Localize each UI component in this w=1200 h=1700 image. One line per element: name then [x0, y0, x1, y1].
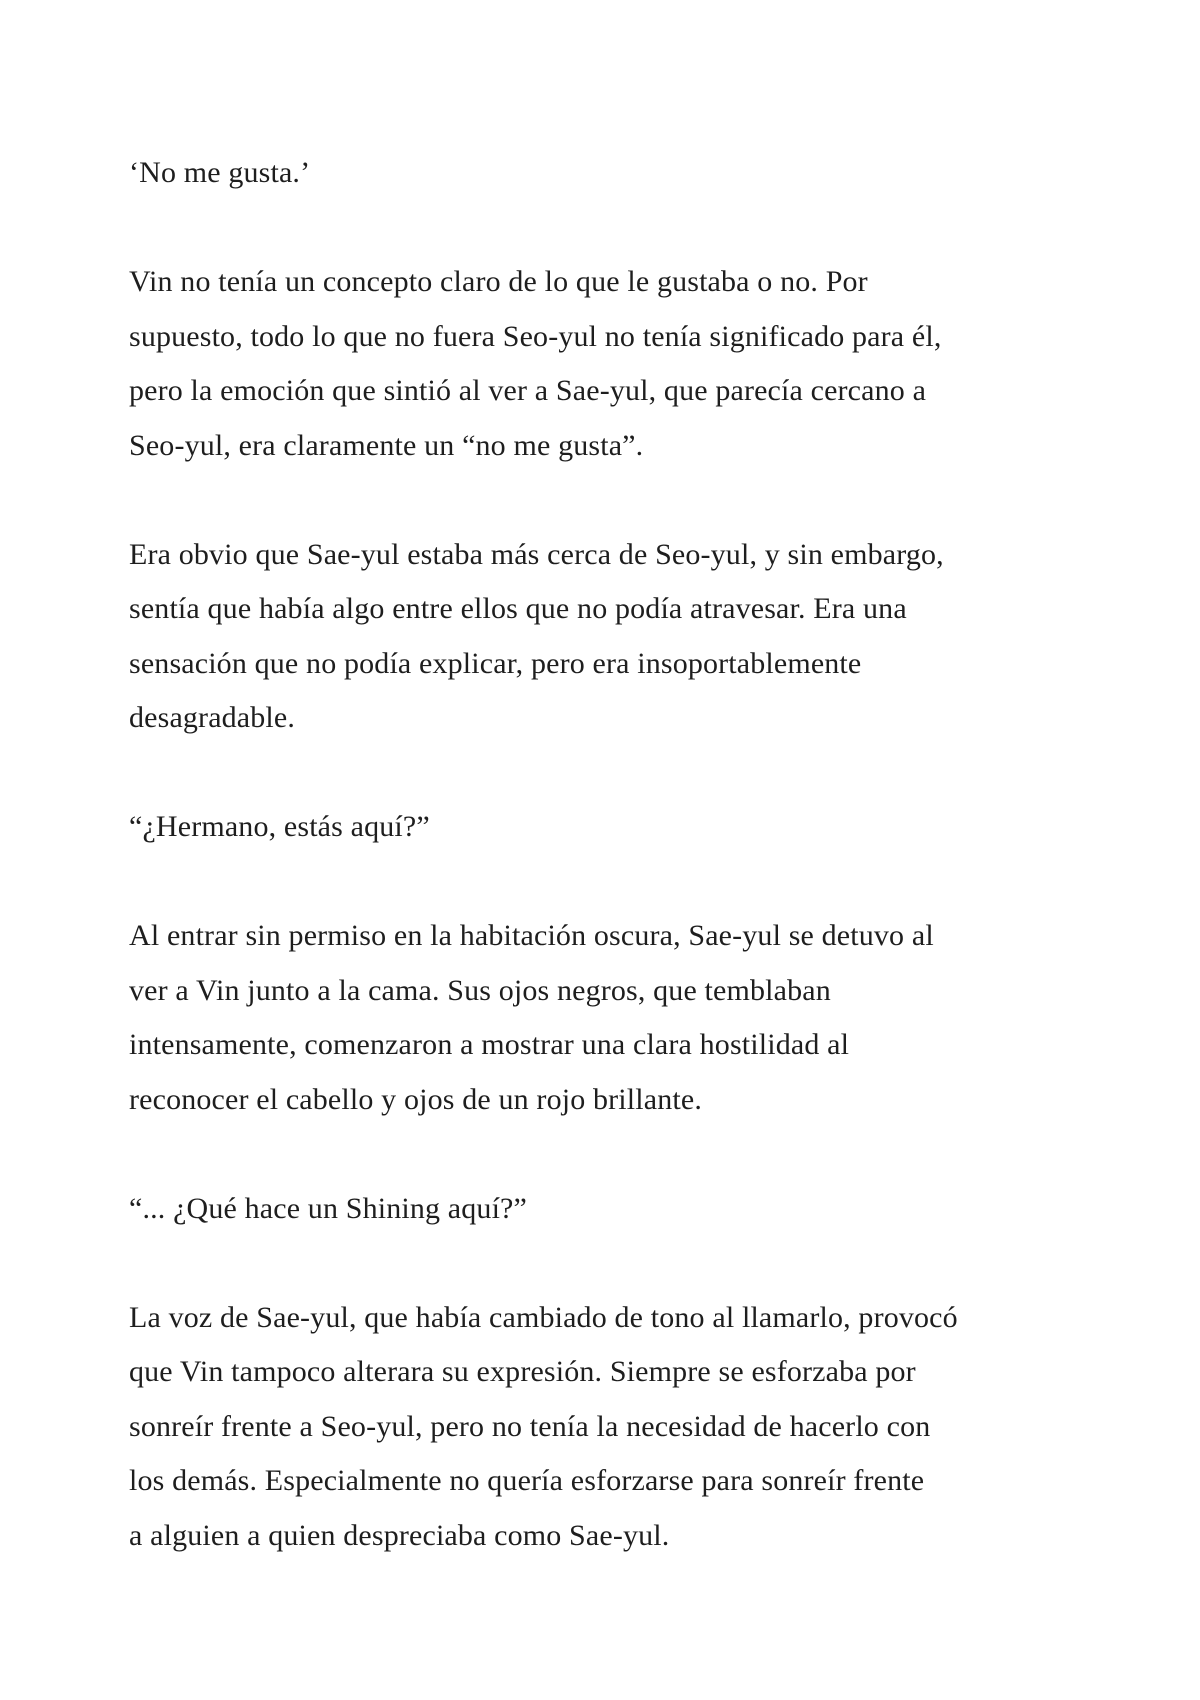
paragraph-narration: La voz de Sae-yul, que había cambiado de tono al llamarlo, provocó que Vin tampoco alterara su expresión. Siempre se esforzaba por sonreír frente a Seo-yul, pero no tenía la necesidad de hacerlo con los demás. Especialmente no quería esforzarse para sonreír frente a alguien a quien despreciaba como Sae-yul. [129, 1300, 958, 1552]
paragraph-narration: Era obvio que Sae-yul estaba más cerca de Seo-yul, y sin embargo, sentía que había algo entre ellos que no podía atravesar. Era una sensación que no podía explicar, pero era insoportablemente desagradable. [129, 537, 944, 734]
document-body [129, 146, 1089, 1563]
paragraph-dialogue: “... ¿Qué hace un Shining aquí?” [129, 1191, 527, 1225]
paragraph-thought: ‘No me gusta.’ [129, 156, 311, 189]
paragraph-narration: Vin no tenía un concepto claro de lo que le gustaba o no. Por supuesto, todo lo que no fuera Seo-yul no tenía significado para él, pero la emoción que sintió al ver a Sae-yul, que parecía cercano a Seo-yul, era claramente un “no me gusta”. [129, 265, 942, 462]
paragraph-dialogue: “¿Hermano, estás aquí?” [129, 810, 430, 843]
paragraph-narration: Al entrar sin permiso en la habitación oscura, Sae-yul se detuvo al ver a Vin junto a la cama. Sus ojos negros, que temblaban intensamente, comenzaron a mostrar una clara hostilidad al reconocer el cabello y ojos de un rojo brillante. [129, 919, 934, 1116]
